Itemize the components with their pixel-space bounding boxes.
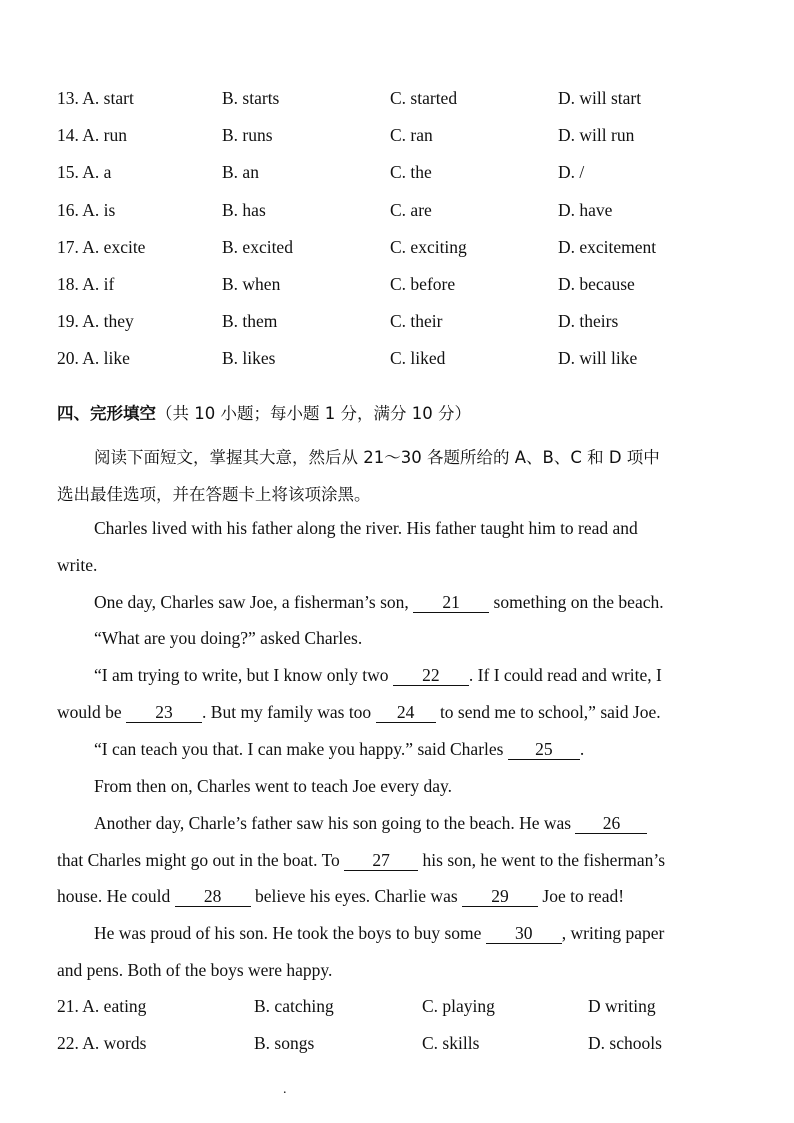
text: . xyxy=(579,739,585,759)
section-heading xyxy=(57,400,471,424)
option-a: 18. A. if xyxy=(57,274,115,294)
text: He was proud of his son. He took the boys to buy some xyxy=(94,923,482,943)
option-b: B. runs xyxy=(222,125,273,145)
blank-27[interactable]: 27 xyxy=(344,851,418,871)
passage-line: Charles lived with his father along the river. His father taught him to read and xyxy=(94,518,638,538)
instruction-line-2: 选出最佳选项，并在答题卡上将该项涂黑。 xyxy=(57,485,371,504)
option-a: 16. A. is xyxy=(57,200,116,220)
text: Another day, Charle’s father saw his son going to the beach. He was xyxy=(94,813,572,833)
option-d: D. will like xyxy=(558,348,638,368)
option-b: B. songs xyxy=(254,1033,315,1053)
instruction-line-1: 阅读下面短文，掌握其大意，然后从 21～30 各题所给的 A、B、C 和 D 项中 xyxy=(94,448,660,467)
option-d: D. will run xyxy=(558,125,635,145)
option-row-17 xyxy=(0,237,794,267)
passage-line xyxy=(57,702,661,723)
option-a: 17. A. excite xyxy=(57,237,146,257)
option-b: B. an xyxy=(222,162,259,182)
option-a: 20. A. like xyxy=(57,348,130,368)
option-a: 13. A. start xyxy=(57,88,134,108)
option-row-19 xyxy=(0,311,794,341)
option-row-20 xyxy=(0,348,794,378)
text: One day, Charles saw Joe, a fisherman’s son, xyxy=(94,592,409,612)
option-b: B. has xyxy=(222,200,266,220)
passage-line xyxy=(94,813,647,834)
option-row-21 xyxy=(0,996,794,1026)
option-d: D. have xyxy=(558,200,613,220)
text: to send me to school,” said Joe. xyxy=(439,702,661,722)
passage-line: and pens. Both of the boys were happy. xyxy=(57,960,333,980)
passage-line: From then on, Charles went to teach Joe every day. xyxy=(94,776,452,796)
text: would be xyxy=(57,702,122,722)
option-c: C. exciting xyxy=(390,237,467,257)
blank-28[interactable]: 28 xyxy=(175,887,251,907)
passage-line xyxy=(94,592,664,613)
option-row-18 xyxy=(0,274,794,304)
blank-25[interactable]: 25 xyxy=(508,740,580,760)
option-b: B. when xyxy=(222,274,281,294)
option-row-15 xyxy=(0,162,794,192)
blank-26[interactable]: 26 xyxy=(575,814,647,834)
option-c: C. liked xyxy=(390,348,446,368)
option-d: D. schools xyxy=(588,1033,662,1053)
text: “I can teach you that. I can make you happy.” said Charles xyxy=(94,739,504,759)
text: “I am trying to write, but I know only two xyxy=(94,665,389,685)
option-a: 14. A. run xyxy=(57,125,127,145)
text: that Charles might go out in the boat. To xyxy=(57,850,340,870)
text: believe his eyes. Charlie was xyxy=(255,886,458,906)
option-d: D. / xyxy=(558,162,585,182)
option-row-16 xyxy=(0,200,794,230)
option-a: 15. A. a xyxy=(57,162,112,182)
passage-line xyxy=(94,923,664,944)
text: his son, he went to the fisherman’s xyxy=(422,850,666,870)
option-row-13 xyxy=(0,88,794,118)
option-c: C. before xyxy=(390,274,456,294)
option-b: B. likes xyxy=(222,348,276,368)
option-d: D. will start xyxy=(558,88,642,108)
text: . If I could read and write, I xyxy=(468,665,662,685)
section-title: 四、完形填空 xyxy=(57,404,156,423)
option-c: C. ran xyxy=(390,125,433,145)
section-subtitle: （共 10 小题；每小题 1 分，满分 10 分） xyxy=(156,404,471,423)
option-d: D. theirs xyxy=(558,311,619,331)
blank-29[interactable]: 29 xyxy=(462,887,538,907)
passage-line xyxy=(57,850,665,871)
option-row-22 xyxy=(0,1033,794,1063)
option-b: B. excited xyxy=(222,237,293,257)
option-a: 19. A. they xyxy=(57,311,134,331)
passage-line xyxy=(57,886,624,907)
option-b: B. starts xyxy=(222,88,280,108)
passage-line: write. xyxy=(57,555,98,575)
option-c: C. started xyxy=(390,88,458,108)
option-b: B. them xyxy=(222,311,278,331)
passage-line xyxy=(94,739,584,760)
footer-mark: . xyxy=(283,1082,287,1097)
passage-line: “What are you doing?” asked Charles. xyxy=(94,628,363,648)
text: , writing paper xyxy=(561,923,665,943)
text: . But my family was too xyxy=(202,702,372,722)
option-c: C. their xyxy=(390,311,443,331)
option-d: D. because xyxy=(558,274,635,294)
blank-24[interactable]: 24 xyxy=(376,703,436,723)
option-d: D. excitement xyxy=(558,237,657,257)
option-b: B. catching xyxy=(254,996,334,1016)
blank-21[interactable]: 21 xyxy=(413,593,489,613)
blank-22[interactable]: 22 xyxy=(393,666,469,686)
blank-23[interactable]: 23 xyxy=(126,703,202,723)
blank-30[interactable]: 30 xyxy=(486,924,562,944)
option-a: 21. A. eating xyxy=(57,996,147,1016)
option-row-14 xyxy=(0,125,794,155)
option-c: C. are xyxy=(390,200,432,220)
option-c: C. playing xyxy=(422,996,495,1016)
option-c: C. skills xyxy=(422,1033,480,1053)
option-d: D writing xyxy=(588,996,656,1016)
text: Joe to read! xyxy=(542,886,625,906)
text: something on the beach. xyxy=(493,592,664,612)
text: house. He could xyxy=(57,886,171,906)
option-a: 22. A. words xyxy=(57,1033,147,1053)
option-c: C. the xyxy=(390,162,432,182)
passage-line xyxy=(94,665,662,686)
